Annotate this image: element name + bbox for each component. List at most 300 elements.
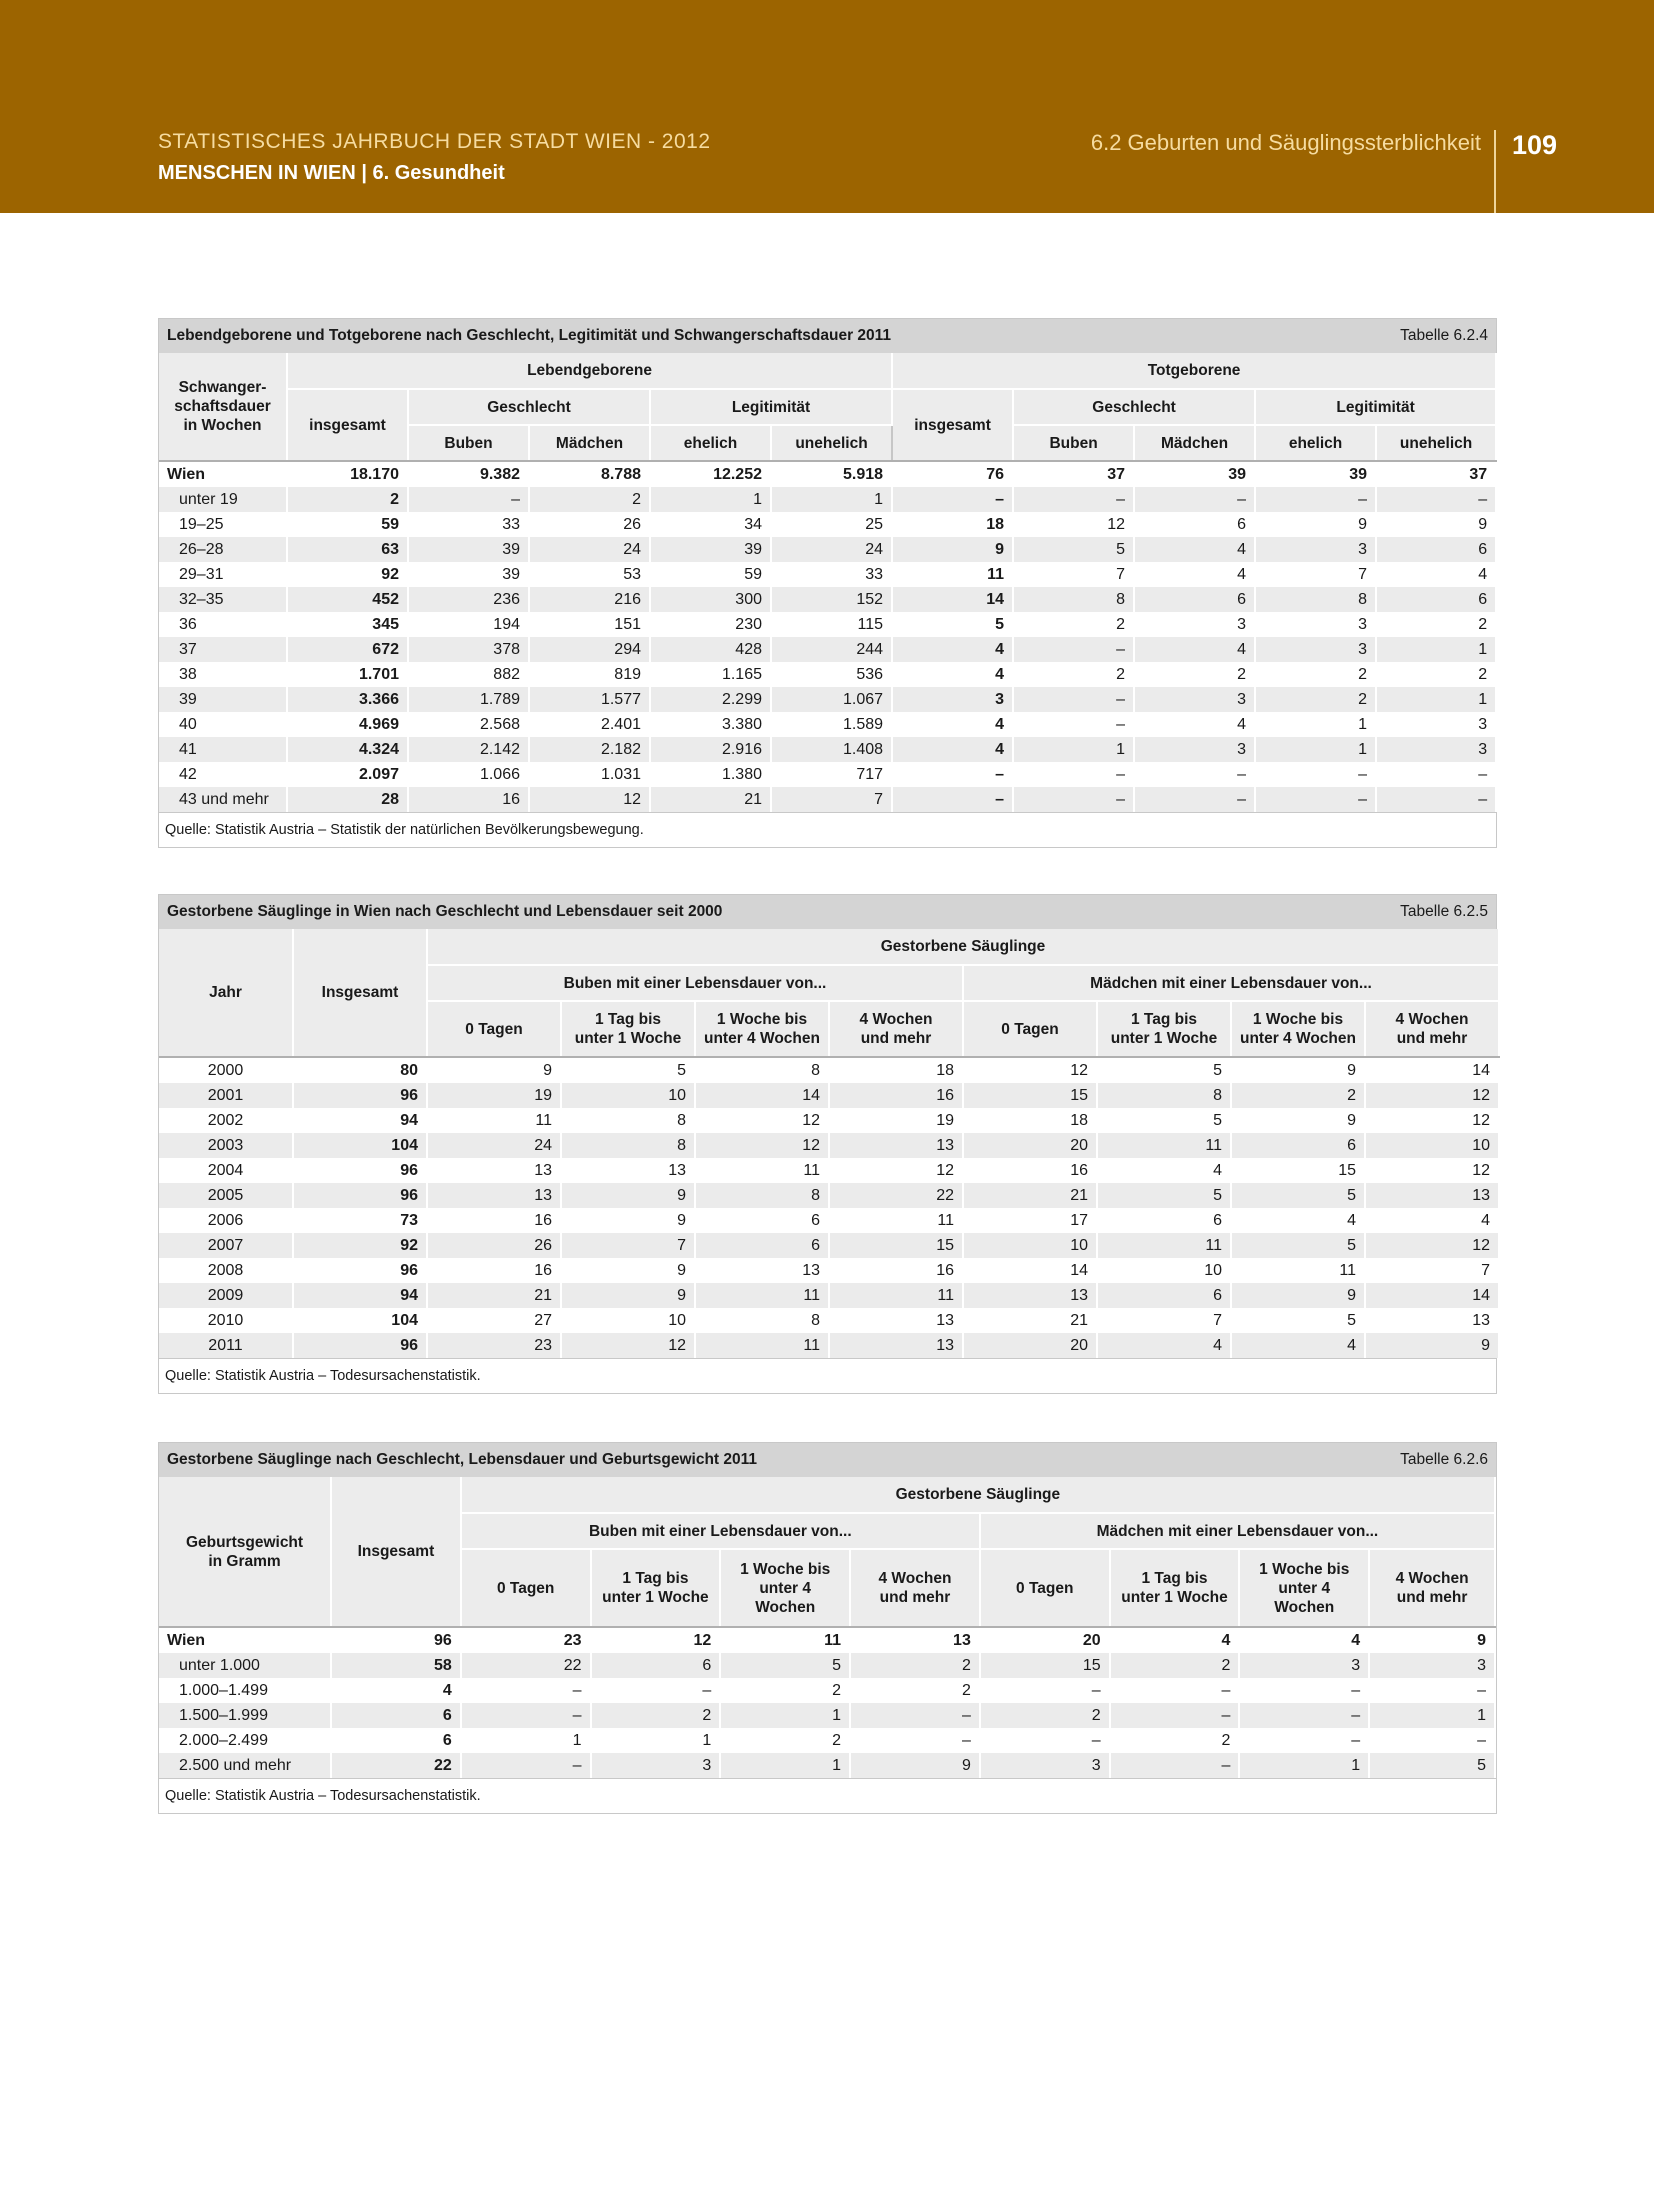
table-cell: 9: [892, 537, 1013, 562]
table-cell: 10: [1097, 1258, 1231, 1283]
table-cell: 12: [591, 1627, 721, 1653]
table-cell: –: [1239, 1728, 1369, 1753]
column-header: 1 Tag bis unter 1 Woche: [591, 1549, 721, 1627]
table-cell: 96: [293, 1333, 427, 1358]
row-label: Wien: [159, 1627, 331, 1653]
column-header: Mädchen: [529, 425, 650, 461]
table-cell: 672: [287, 637, 408, 662]
table-cell: 11: [720, 1627, 850, 1653]
table-cell: 14: [1365, 1057, 1499, 1083]
table-cell: 2: [1013, 662, 1134, 687]
table-row: [159, 1208, 1499, 1233]
table-cell: 3.366: [287, 687, 408, 712]
group-header: Buben mit einer Lebensdauer von...: [461, 1513, 980, 1549]
table-cell: 1: [720, 1753, 850, 1778]
table-cell: –: [1110, 1753, 1240, 1778]
column-header: 1 Woche bis unter 4 Wochen: [695, 1001, 829, 1057]
table-row: [159, 1308, 1499, 1333]
table-cell: –: [1134, 487, 1255, 512]
table-cell: 152: [771, 587, 892, 612]
table-cell: 536: [771, 662, 892, 687]
data-table: [159, 353, 1497, 812]
column-header: Buben: [1013, 425, 1134, 461]
row-label: 2005: [159, 1183, 293, 1208]
column-header: Mädchen: [1134, 425, 1255, 461]
column-header: unehelich: [771, 425, 892, 461]
table-cell: 10: [561, 1083, 695, 1108]
table-cell: 2: [850, 1653, 980, 1678]
table-cell: 7: [1097, 1308, 1231, 1333]
row-label: 2004: [159, 1158, 293, 1183]
table-cell: 151: [529, 612, 650, 637]
group-header: Mädchen mit einer Lebensdauer von...: [963, 965, 1499, 1001]
table-cell: –: [1134, 787, 1255, 812]
table-cell: 4: [1097, 1333, 1231, 1358]
table-cell: 8: [1255, 587, 1376, 612]
column-header: Insgesamt: [293, 929, 427, 1057]
table-cell: 428: [650, 637, 771, 662]
table-cell: –: [1239, 1678, 1369, 1703]
table-row: [159, 1653, 1495, 1678]
table-cell: –: [980, 1728, 1110, 1753]
table-cell: 1: [1013, 737, 1134, 762]
table-cell: –: [892, 762, 1013, 787]
table-cell: 345: [287, 612, 408, 637]
table-row: [159, 1258, 1499, 1283]
table-cell: –: [1255, 787, 1376, 812]
table-cell: 8: [695, 1183, 829, 1208]
table-cell: 1: [1255, 737, 1376, 762]
table-cell: 59: [287, 512, 408, 537]
table-cell: 2: [287, 487, 408, 512]
table-cell: 10: [1365, 1133, 1499, 1158]
table-cell: 12: [963, 1057, 1097, 1083]
table-cell: 11: [829, 1208, 963, 1233]
row-label: 40: [159, 712, 287, 737]
table-cell: 9: [850, 1753, 980, 1778]
table-cell: 1.165: [650, 662, 771, 687]
table-cell: 8: [695, 1308, 829, 1333]
table-6-2-6: [158, 1442, 1497, 1814]
row-label: unter 1.000: [159, 1653, 331, 1678]
table-cell: 16: [408, 787, 529, 812]
row-label: 26–28: [159, 537, 287, 562]
table-cell: 6: [1097, 1208, 1231, 1233]
row-label: 1.000–1.499: [159, 1678, 331, 1703]
table-cell: 1.589: [771, 712, 892, 737]
table-cell: 4: [1134, 562, 1255, 587]
table-cell: 11: [1231, 1258, 1365, 1283]
table-cell: –: [1013, 787, 1134, 812]
table-cell: 17: [963, 1208, 1097, 1233]
table-cell: 2: [720, 1728, 850, 1753]
table-6-2-5: [158, 894, 1497, 1394]
table-cell: 37: [1376, 461, 1496, 487]
group-header: Buben mit einer Lebensdauer von...: [427, 965, 963, 1001]
table-cell: 15: [980, 1653, 1110, 1678]
table-cell: 12: [829, 1158, 963, 1183]
table-cell: 2.142: [408, 737, 529, 762]
table-cell: 23: [427, 1333, 561, 1358]
table-cell: 7: [1013, 562, 1134, 587]
table-cell: 63: [287, 537, 408, 562]
table-cell: 5: [1097, 1108, 1231, 1133]
table-cell: 3: [1134, 737, 1255, 762]
table-cell: 1: [1376, 687, 1496, 712]
table-cell: 2: [1134, 662, 1255, 687]
table-cell: 104: [293, 1133, 427, 1158]
table-cell: 9: [561, 1208, 695, 1233]
table-row: [159, 662, 1496, 687]
row-label: 32–35: [159, 587, 287, 612]
table-cell: –: [1369, 1728, 1495, 1753]
table-number: Tabelle 6.2.6: [1400, 1451, 1488, 1468]
table-cell: –: [1255, 762, 1376, 787]
table-cell: 378: [408, 637, 529, 662]
table-cell: 8: [1013, 587, 1134, 612]
table-cell: 5: [1231, 1233, 1365, 1258]
table-cell: 96: [331, 1627, 461, 1653]
table-cell: 26: [427, 1233, 561, 1258]
table-cell: –: [1255, 487, 1376, 512]
table-cell: 2: [591, 1703, 721, 1728]
table-cell: 39: [408, 537, 529, 562]
table-cell: 6: [1376, 537, 1496, 562]
table-cell: 94: [293, 1283, 427, 1308]
table-cell: 5: [561, 1057, 695, 1083]
table-cell: 13: [427, 1183, 561, 1208]
table-cell: 4: [892, 662, 1013, 687]
row-label: 2006: [159, 1208, 293, 1233]
table-source: Quelle: Statistik Austria – Todesursachenstatistik.: [159, 1778, 1496, 1813]
table-cell: 2: [529, 487, 650, 512]
table-cell: 16: [829, 1258, 963, 1283]
table-cell: –: [461, 1703, 591, 1728]
table-cell: 7: [1365, 1258, 1499, 1283]
table-row: [159, 1678, 1495, 1703]
column-header: 0 Tagen: [461, 1549, 591, 1627]
table-cell: 3: [591, 1753, 721, 1778]
column-header: Buben: [408, 425, 529, 461]
table-cell: 6: [695, 1208, 829, 1233]
table-caption: [159, 895, 1496, 929]
table-cell: 9: [561, 1258, 695, 1283]
table-cell: 6: [1134, 587, 1255, 612]
table-cell: 39: [1255, 461, 1376, 487]
column-header: 1 Tag bis unter 1 Woche: [1110, 1549, 1240, 1627]
row-label: 37: [159, 637, 287, 662]
table-cell: 22: [331, 1753, 461, 1778]
table-cell: 20: [980, 1627, 1110, 1653]
group-header: Lebendgeborene: [287, 353, 892, 389]
column-header: 1 Woche bis unter 4 Wochen: [1231, 1001, 1365, 1057]
table-cell: 1.380: [650, 762, 771, 787]
table-cell: 2: [980, 1703, 1110, 1728]
row-label: 36: [159, 612, 287, 637]
row-label: 41: [159, 737, 287, 762]
table-cell: 1: [1376, 637, 1496, 662]
table-cell: 3: [892, 687, 1013, 712]
table-caption: [159, 1443, 1496, 1477]
group-header: Totgeborene: [892, 353, 1496, 389]
table-row: [159, 562, 1496, 587]
table-cell: 10: [561, 1308, 695, 1333]
table-cell: 1.577: [529, 687, 650, 712]
row-label: 2001: [159, 1083, 293, 1108]
table-cell: 21: [427, 1283, 561, 1308]
table-cell: 4.324: [287, 737, 408, 762]
table-row: [159, 1133, 1499, 1158]
table-cell: 13: [561, 1158, 695, 1183]
table-cell: 6: [331, 1728, 461, 1753]
table-cell: 3.380: [650, 712, 771, 737]
table-cell: 882: [408, 662, 529, 687]
table-cell: 6: [1376, 587, 1496, 612]
table-source: Quelle: Statistik Austria – Todesursachenstatistik.: [159, 1358, 1496, 1393]
table-cell: 3: [1376, 737, 1496, 762]
column-header: ehelich: [1255, 425, 1376, 461]
table-cell: 1: [461, 1728, 591, 1753]
row-label: 2000: [159, 1057, 293, 1083]
row-label: 38: [159, 662, 287, 687]
table-cell: 59: [650, 562, 771, 587]
table-cell: 2: [850, 1678, 980, 1703]
row-label: 2010: [159, 1308, 293, 1333]
column-header: 0 Tagen: [963, 1001, 1097, 1057]
table-cell: 3: [1134, 612, 1255, 637]
table-cell: 7: [561, 1233, 695, 1258]
table-cell: 2.401: [529, 712, 650, 737]
row-label: 1.500–1.999: [159, 1703, 331, 1728]
table-cell: 9: [1231, 1057, 1365, 1083]
table-cell: 24: [427, 1133, 561, 1158]
table-cell: 15: [829, 1233, 963, 1258]
table-cell: 9: [1376, 512, 1496, 537]
table-cell: 13: [963, 1283, 1097, 1308]
table-cell: 9: [1365, 1333, 1499, 1358]
publication-title: STATISTISCHES JAHRBUCH DER STADT WIEN - 2012: [158, 130, 711, 153]
table-number: Tabelle 6.2.4: [1400, 327, 1488, 344]
table-cell: 2.182: [529, 737, 650, 762]
table-cell: 2.097: [287, 762, 408, 787]
table-cell: 2: [720, 1678, 850, 1703]
table-cell: –: [1110, 1703, 1240, 1728]
table-cell: 1: [1239, 1753, 1369, 1778]
table-cell: –: [1239, 1703, 1369, 1728]
table-cell: 9: [1255, 512, 1376, 537]
table-cell: 3: [1376, 712, 1496, 737]
table-cell: 5: [1231, 1183, 1365, 1208]
table-cell: 9: [427, 1057, 561, 1083]
group-header: Legitimität: [650, 389, 892, 425]
table-cell: 115: [771, 612, 892, 637]
table-cell: 13: [1365, 1308, 1499, 1333]
table-cell: 7: [771, 787, 892, 812]
table-cell: 13: [829, 1133, 963, 1158]
table-cell: 6: [591, 1653, 721, 1678]
table-cell: –: [850, 1728, 980, 1753]
table-cell: 3: [980, 1753, 1110, 1778]
row-label: unter 19: [159, 487, 287, 512]
table-cell: 5: [1369, 1753, 1495, 1778]
group-header: Gestorbene Säuglinge: [427, 929, 1499, 965]
header-divider: [1494, 130, 1496, 213]
table-cell: 3: [1255, 637, 1376, 662]
column-header: insgesamt: [892, 389, 1013, 461]
table-cell: 12.252: [650, 461, 771, 487]
table-cell: 12: [529, 787, 650, 812]
table-cell: 452: [287, 587, 408, 612]
table-cell: –: [1376, 487, 1496, 512]
column-header: ehelich: [650, 425, 771, 461]
table-cell: 96: [293, 1258, 427, 1283]
table-cell: –: [1013, 712, 1134, 737]
table-row: [159, 1333, 1499, 1358]
table-cell: 13: [695, 1258, 829, 1283]
column-header: unehelich: [1376, 425, 1496, 461]
table-cell: 4: [1239, 1627, 1369, 1653]
table-cell: 1: [650, 487, 771, 512]
table-cell: 92: [293, 1233, 427, 1258]
table-caption: [159, 319, 1496, 353]
table-cell: 6: [331, 1703, 461, 1728]
table-cell: 2: [1110, 1653, 1240, 1678]
table-cell: 8: [1097, 1083, 1231, 1108]
table-cell: –: [892, 487, 1013, 512]
table-cell: 717: [771, 762, 892, 787]
table-cell: 12: [695, 1133, 829, 1158]
table-cell: 16: [427, 1258, 561, 1283]
table-cell: 18: [963, 1108, 1097, 1133]
column-header: 4 Wochen und mehr: [1369, 1549, 1495, 1627]
row-label: 2.500 und mehr: [159, 1753, 331, 1778]
table-cell: 21: [963, 1183, 1097, 1208]
table-cell: 22: [829, 1183, 963, 1208]
column-header: 4 Wochen und mehr: [850, 1549, 980, 1627]
table-cell: –: [591, 1678, 721, 1703]
table-row: [159, 1753, 1495, 1778]
table-cell: 3: [1369, 1653, 1495, 1678]
table-cell: 34: [650, 512, 771, 537]
table-cell: 94: [293, 1108, 427, 1133]
page-number: 109: [1512, 130, 1558, 160]
table-cell: 9.382: [408, 461, 529, 487]
table-cell: –: [1376, 787, 1496, 812]
column-header: 4 Wochen und mehr: [1365, 1001, 1499, 1057]
group-header: Legitimität: [1255, 389, 1496, 425]
table-cell: 5: [892, 612, 1013, 637]
table-cell: 13: [427, 1158, 561, 1183]
table-cell: 18.170: [287, 461, 408, 487]
table-title: Gestorbene Säuglinge in Wien nach Geschlecht und Lebensdauer seit 2000: [167, 903, 723, 920]
table-cell: 4: [892, 637, 1013, 662]
table-cell: 2: [1231, 1083, 1365, 1108]
table-cell: 76: [892, 461, 1013, 487]
table-cell: 14: [892, 587, 1013, 612]
table-row: [159, 537, 1496, 562]
table-cell: 2.916: [650, 737, 771, 762]
chapter-title: MENSCHEN IN WIEN | 6. Gesundheit: [158, 162, 505, 184]
table-cell: 11: [695, 1333, 829, 1358]
table-cell: 9: [1369, 1627, 1495, 1653]
table-cell: 11: [1097, 1133, 1231, 1158]
table-cell: 25: [771, 512, 892, 537]
table-row: [159, 461, 1496, 487]
table-row: [159, 1233, 1499, 1258]
column-header: Geburtsgewicht in Gramm: [159, 1477, 331, 1627]
column-header: 1 Tag bis unter 1 Woche: [1097, 1001, 1231, 1057]
table-number: Tabelle 6.2.5: [1400, 903, 1488, 920]
table-cell: 16: [427, 1208, 561, 1233]
table-cell: 2: [1255, 662, 1376, 687]
row-label: 2007: [159, 1233, 293, 1258]
table-cell: 6: [1097, 1283, 1231, 1308]
table-cell: 4: [892, 712, 1013, 737]
table-cell: 4: [1110, 1627, 1240, 1653]
table-cell: 244: [771, 637, 892, 662]
table-cell: 14: [695, 1083, 829, 1108]
table-cell: 23: [461, 1627, 591, 1653]
table-cell: 1: [591, 1728, 721, 1753]
table-cell: 8.788: [529, 461, 650, 487]
table-cell: 20: [963, 1133, 1097, 1158]
table-cell: –: [1013, 687, 1134, 712]
table-cell: 14: [1365, 1283, 1499, 1308]
table-cell: 33: [408, 512, 529, 537]
table-cell: –: [1376, 762, 1496, 787]
row-label: 42: [159, 762, 287, 787]
table-title: Lebendgeborene und Totgeborene nach Geschlecht, Legitimität und Schwangerschaftsdauer 2011: [167, 327, 892, 344]
table-cell: 10: [963, 1233, 1097, 1258]
table-cell: –: [980, 1678, 1110, 1703]
table-cell: 5: [720, 1653, 850, 1678]
column-header: 1 Woche bis unter 4 Wochen: [1239, 1549, 1369, 1627]
table-cell: 16: [963, 1158, 1097, 1183]
table-cell: 22: [461, 1653, 591, 1678]
table-cell: 4: [892, 737, 1013, 762]
table-row: [159, 1183, 1499, 1208]
table-cell: 96: [293, 1183, 427, 1208]
table-cell: 96: [293, 1083, 427, 1108]
table-cell: 12: [1365, 1108, 1499, 1133]
table-row: [159, 1108, 1499, 1133]
table-cell: 3: [1255, 537, 1376, 562]
table-row: [159, 487, 1496, 512]
table-cell: 12: [1013, 512, 1134, 537]
table-cell: 2.299: [650, 687, 771, 712]
column-header: Jahr: [159, 929, 293, 1057]
group-header: Gestorbene Säuglinge: [461, 1477, 1495, 1513]
table-cell: –: [1110, 1678, 1240, 1703]
column-header: 1 Woche bis unter 4 Wochen: [720, 1549, 850, 1627]
table-cell: 11: [695, 1158, 829, 1183]
table-cell: 12: [695, 1108, 829, 1133]
table-cell: 7: [1255, 562, 1376, 587]
table-cell: –: [850, 1703, 980, 1728]
table-cell: 6: [1134, 512, 1255, 537]
table-cell: –: [461, 1678, 591, 1703]
table-cell: 18: [892, 512, 1013, 537]
table-cell: 92: [287, 562, 408, 587]
table-cell: 11: [695, 1283, 829, 1308]
table-cell: 5.918: [771, 461, 892, 487]
table-cell: 8: [695, 1057, 829, 1083]
table-cell: –: [461, 1753, 591, 1778]
table-cell: 5: [1097, 1057, 1231, 1083]
table-cell: 1: [771, 487, 892, 512]
table-cell: 13: [1365, 1183, 1499, 1208]
table-cell: 2: [1376, 612, 1496, 637]
